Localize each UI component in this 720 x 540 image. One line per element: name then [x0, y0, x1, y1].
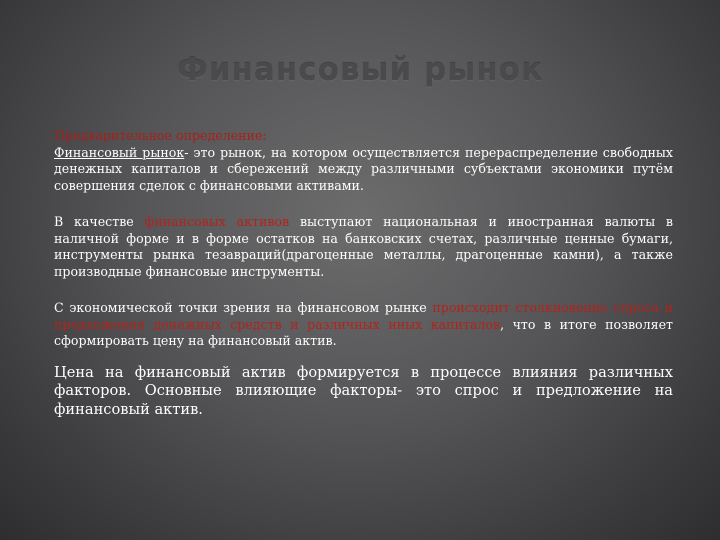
- term-financial-market: Финансовый рынок: [54, 144, 185, 160]
- term-supply-demand: происходит столкновение спроса и предложения денежных средств и различных иных капиталов: [54, 300, 674, 332]
- paragraph-definition: [54, 145, 673, 195]
- slide-title: Финансовый рынок: [176, 52, 544, 88]
- economic-pre: С экономической точки зрения на финансовом рынке: [54, 300, 433, 315]
- slide-content: [54, 128, 673, 419]
- paragraph-price: Цена на финансовый актив формируется в процессе влияния различных факторов. Основные влияющие факторы- это спрос и предложение на финансовый актив.: [54, 363, 673, 418]
- assets-pre: В качестве: [54, 214, 145, 229]
- intro-label: [54, 128, 673, 145]
- economic-text: , что в итоге позволяет сформировать цену на финансовый актив.: [54, 316, 674, 348]
- definition-text: - это рынок, на котором осуществляется перераспределение свободных денежных капиталов и сбережений между различными субъектами экономики путём совершения сделок с финансовыми активами.: [54, 144, 673, 193]
- term-financial-assets: финансовых активов: [144, 214, 290, 229]
- intro-label-text: Предварительное определение:: [54, 128, 267, 143]
- assets-text: выступают национальная и иностранная валюты в наличной форме и в форме остатков на банковских счетах, различные ценные бумаги, инструменты рынка тезавраций(драгоценные металлы, драгоценные камни), а также производные финансовые инструменты.: [54, 214, 673, 279]
- paragraph-economic-view: [54, 300, 673, 350]
- paragraph-assets: [54, 214, 673, 280]
